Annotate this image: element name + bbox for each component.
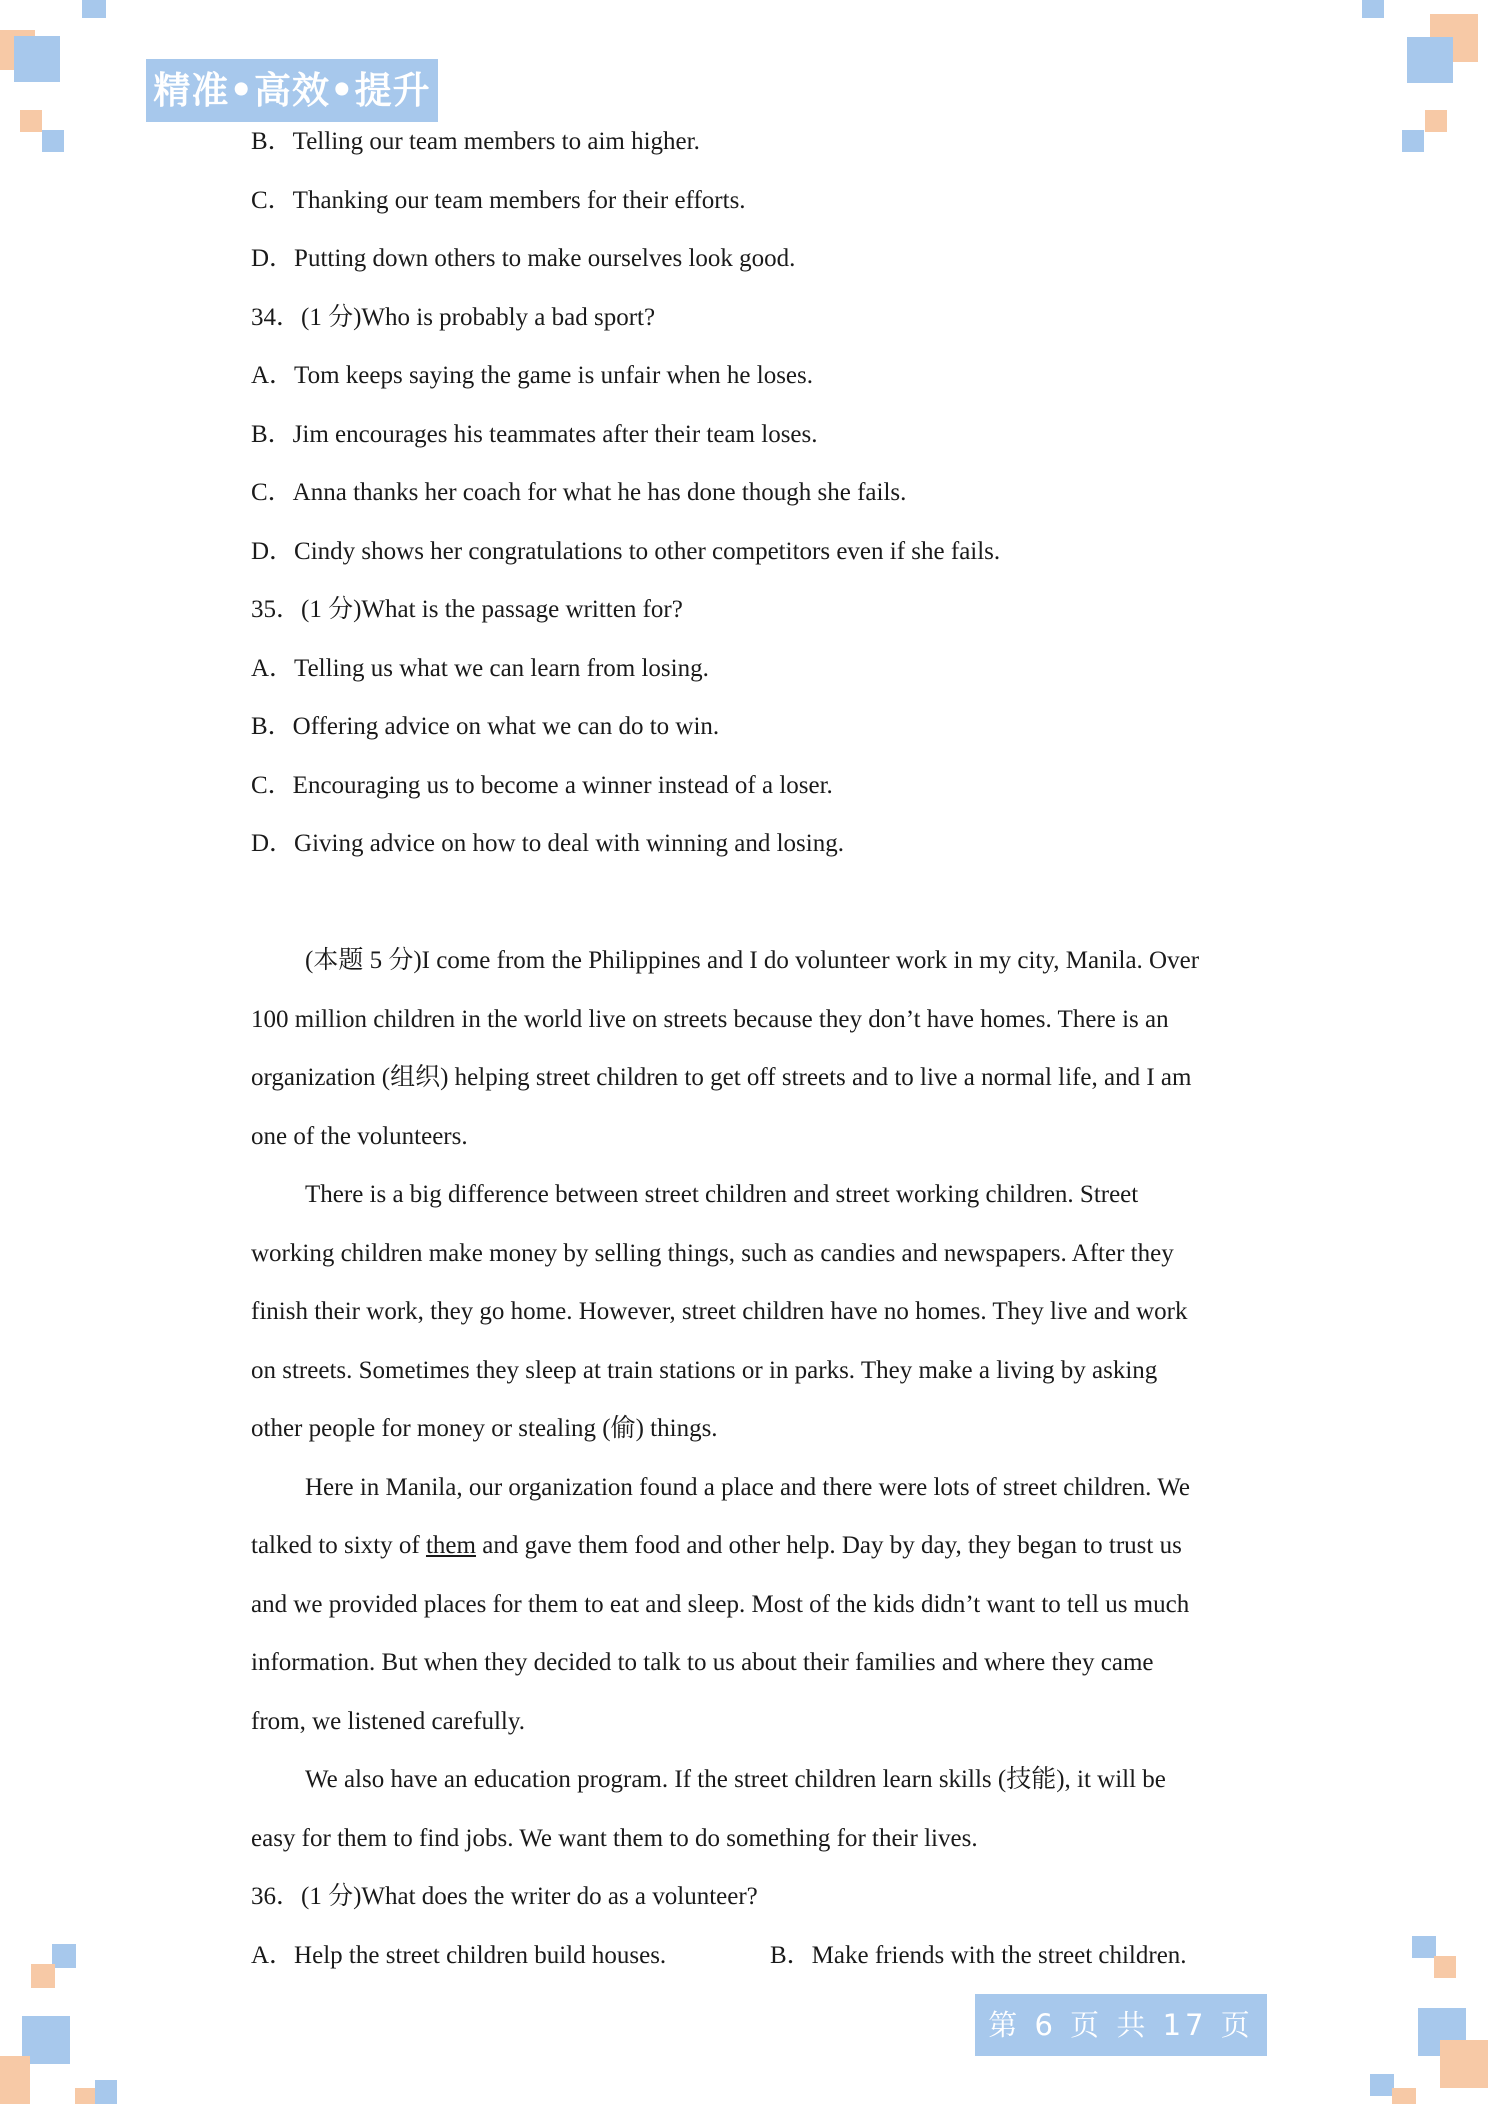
corner-decoration [14, 36, 60, 82]
q35-option-c: C．Encouraging us to become a winner instead of a loser. [251, 771, 833, 799]
passage-line: working children make money by selling things, such as candies and newspapers. After they [251, 1239, 1174, 1267]
corner-decoration [42, 130, 64, 152]
passage-line: one of the volunteers. [251, 1122, 468, 1150]
passage-line: other people for money or stealing (偷) things. [251, 1415, 718, 1442]
corner-decoration [1362, 0, 1384, 18]
q36-question: 36．(1 分)What does the writer do as a volunteer? [251, 1883, 758, 1910]
q36-option-a: A．Help the street children build houses. [251, 1941, 667, 1969]
q36-option-b: B．Make friends with the street children. [770, 1941, 1187, 1969]
q33-option-c: C．Thanking our team members for their efforts. [251, 186, 746, 214]
q34-option-c: C．Anna thanks her coach for what he has done though she fails. [251, 479, 907, 506]
q34-question: 34．(1 分)Who is probably a bad sport? [251, 303, 656, 331]
passage-line: information. But when they decided to talk to us about their families and where they came [251, 1649, 1154, 1676]
corner-decoration [1370, 2074, 1394, 2096]
q35-question: 35．(1 分)What is the passage written for? [251, 596, 683, 623]
passage-line [251, 1517, 1251, 1576]
passage-line: 100 million children in the world live on streets because they don’t have homes. There is an [251, 1005, 1169, 1033]
q36-options-row [251, 1927, 1251, 1986]
passage-line: on streets. Sometimes they sleep at train stations or in parks. They make a living by asking [251, 1356, 1158, 1384]
corner-decoration [1407, 37, 1453, 83]
corner-decoration [1412, 1936, 1436, 1958]
q34-option-b: B．Jim encourages his teammates after their team loses. [251, 420, 818, 448]
passage-line: from, we listened carefully. [251, 1707, 525, 1735]
passage-line: finish their work, they go home. However, street children have no homes. They live and work [251, 1298, 1188, 1325]
corner-decoration [1425, 110, 1447, 132]
corner-decoration [82, 0, 106, 18]
q35-option-d: D．Giving advice on how to deal with winning and losing. [251, 830, 844, 857]
corner-decoration [1392, 2088, 1416, 2104]
corner-decoration [1434, 1956, 1456, 1978]
q33-option-d: D．Putting down others to make ourselves look good. [251, 245, 796, 272]
corner-decoration [95, 2080, 117, 2104]
passage-line: We also have an education program. If the street children learn skills (技能), it will be [305, 1766, 1166, 1793]
exam-content [251, 113, 1251, 1985]
corner-decoration [1440, 2040, 1488, 2088]
underlined-word: them [425, 1532, 476, 1559]
passage-line: and we provided places for them to eat and sleep. Most of the kids didn’t want to tell us much [251, 1590, 1190, 1618]
corner-decoration [0, 2056, 30, 2104]
q35-option-b: B．Offering advice on what we can do to win. [251, 713, 720, 740]
q35-option-a: A．Telling us what we can learn from losing. [251, 654, 709, 682]
passage-line: (本题 5 分)I come from the Philippines and I do volunteer work in my city, Manila. Over [305, 947, 1200, 974]
q33-option-b: B．Telling our team members to aim higher. [251, 128, 700, 155]
corner-decoration [75, 2088, 97, 2104]
passage [251, 932, 1251, 1868]
passage-line: There is a big difference between street children and street working children. Street [305, 1181, 1139, 1208]
passage-line: organization (组织) helping street children to get off streets and to live a normal life, and I am [251, 1064, 1192, 1091]
corner-decoration [31, 1964, 55, 1988]
passage-line: easy for them to find jobs. We want them to do something for their lives. [251, 1824, 978, 1852]
q34-option-d: D．Cindy shows her congratulations to other competitors even if she fails. [251, 537, 1001, 565]
corner-decoration [20, 110, 42, 132]
passage-line: Here in Manila, our organization found a place and there were lots of street children. We [305, 1473, 1190, 1501]
header-banner: 精准•高效•提升 [146, 59, 438, 122]
passage-text: talked to sixty of [251, 1532, 426, 1559]
q34-option-a: A．Tom keeps saying the game is unfair when he loses. [251, 362, 814, 389]
corner-decoration [1402, 130, 1424, 152]
passage-text: and gave them food and other help. Day by day, they began to trust us [475, 1532, 1182, 1559]
page-number: 第 6 页 共 17 页 [975, 1994, 1267, 2056]
corner-decoration [52, 1944, 76, 1968]
section-gap [251, 874, 1251, 933]
